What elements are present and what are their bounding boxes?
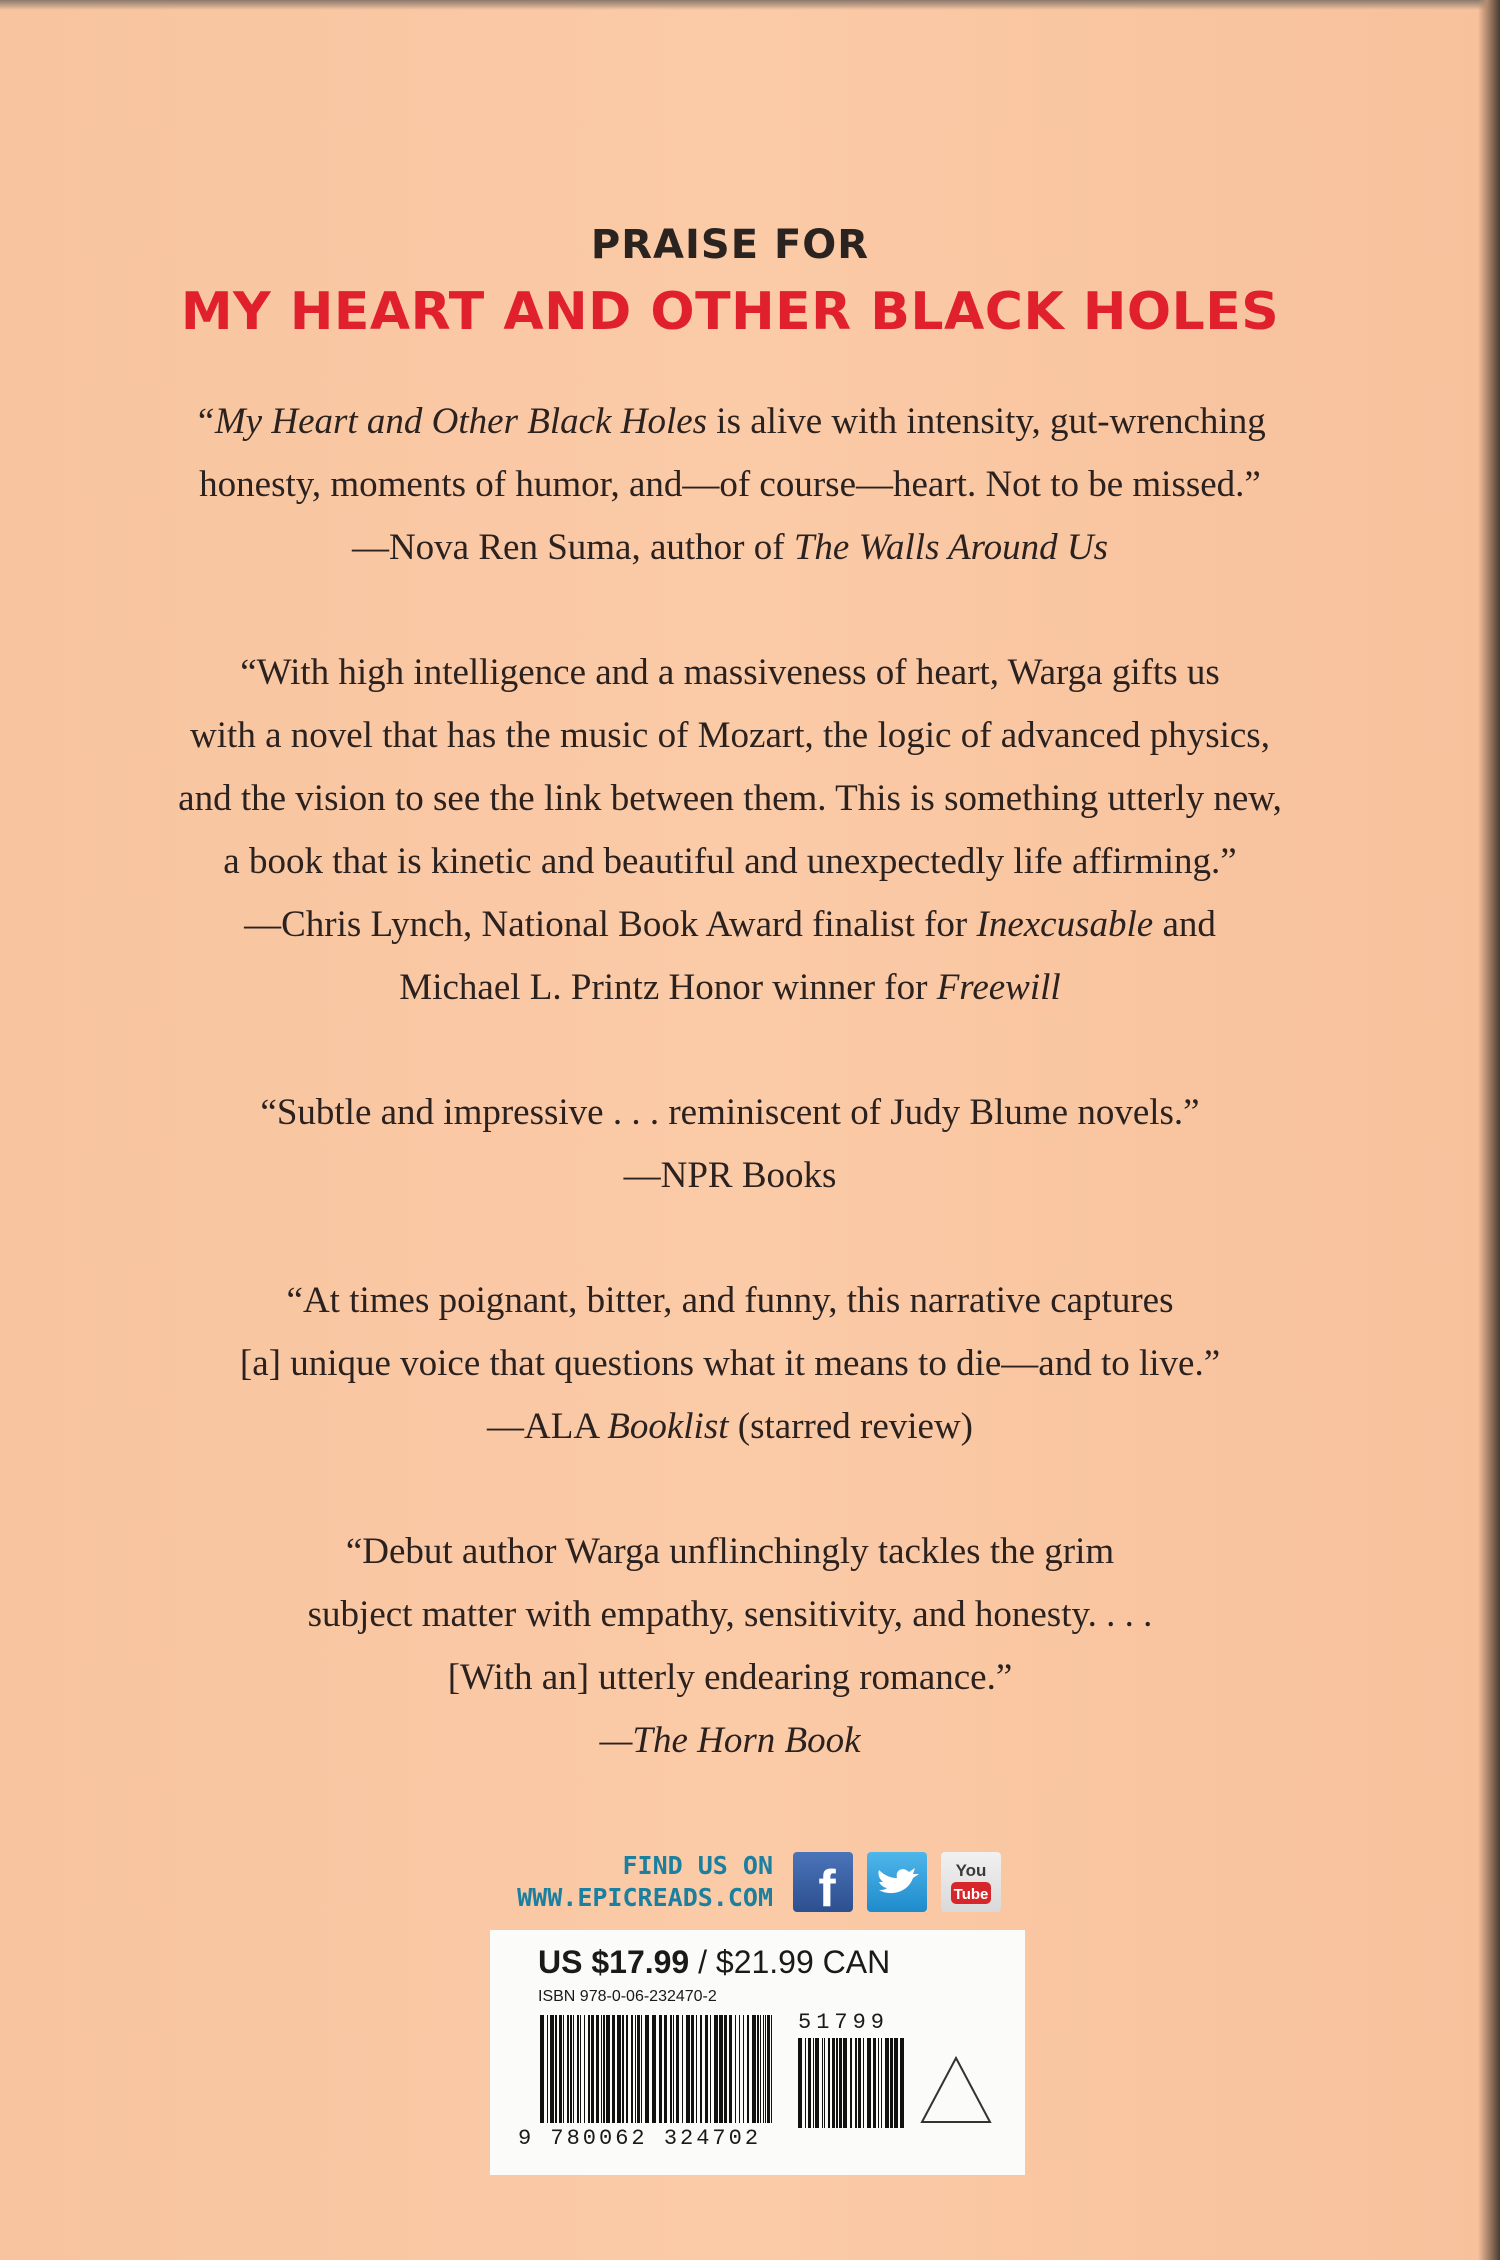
barcode-bar [836, 2038, 838, 2128]
barcode-bar [900, 2038, 904, 2128]
praise-heading: PRAISE FOR [590, 222, 870, 268]
barcode-bar [652, 2015, 656, 2123]
quote-text: “Subtle and impressive . . . reminiscent of Judy Blume novels.” [260, 1092, 1200, 1133]
barcode-bar [752, 2015, 756, 2123]
barcode-bar [798, 2038, 802, 2128]
barcode-bar [645, 2015, 649, 2123]
barcode-bar [686, 2015, 690, 2123]
quote-text: [With an] utterly endearing romance.” [447, 1657, 1013, 1698]
quote-lynch [140, 641, 1320, 1019]
barcode-bar [894, 2038, 898, 2128]
attribution-text: —ALA [487, 1406, 608, 1447]
barcode-bar [573, 2015, 574, 2123]
attribution-title: Booklist [607, 1406, 729, 1447]
barcode-bar [606, 2015, 610, 2123]
facebook-icon[interactable] [793, 1852, 853, 1912]
quote-attribution [140, 956, 1320, 1019]
barcode-bar [588, 2015, 590, 2123]
barcode-bar [885, 2038, 889, 2128]
barcode-bar [822, 2038, 823, 2128]
find-us-text: FIND US ON [622, 1851, 773, 1880]
quote-attribution [140, 516, 1320, 579]
praise-quotes [140, 390, 1320, 1834]
barcode-bar [858, 2038, 861, 2128]
quote-attribution: —The Horn Book [599, 1720, 861, 1761]
barcode-bar [617, 2015, 621, 2123]
barcode-bar [747, 2015, 749, 2123]
website-link[interactable]: WWW.EPICREADS.COM [517, 1883, 773, 1912]
barcode-bar [765, 2015, 766, 2123]
svg-text:You: You [955, 1861, 987, 1880]
barcode-bar [881, 2038, 882, 2128]
barcode-bar [724, 2015, 727, 2123]
barcode-bar [580, 2015, 581, 2123]
barcode-bar [828, 2038, 830, 2128]
barcode-bar [743, 2015, 744, 2123]
quote-text: “Debut author Warga unflinchingly tackles the grim [345, 1531, 1115, 1572]
spine-edge-shadow [1478, 0, 1500, 2260]
barcode-bar [659, 2015, 662, 2123]
barcode-bar [705, 2015, 708, 2123]
barcode-bar [563, 2015, 564, 2123]
barcode-bar [805, 2038, 806, 2128]
twitter-bird [867, 1852, 927, 1912]
svg-text:f: f [818, 1860, 836, 1912]
barcode-bar [767, 2015, 770, 2123]
barcode-bar [626, 2015, 628, 2123]
quote-line [140, 390, 1320, 453]
barcode-bar [570, 2015, 572, 2123]
svg-text:Tube: Tube [953, 1886, 989, 1903]
quote-booklist [140, 1269, 1320, 1458]
attribution-title: The Walls Around Us [793, 527, 1109, 568]
social-block [488, 1850, 989, 1914]
barcode-bar [832, 2038, 835, 2128]
barcode-bar [577, 2015, 579, 2123]
barcode-bar [559, 2015, 562, 2123]
social-icons [793, 1852, 1001, 1912]
quote-npr [140, 1081, 1320, 1207]
attribution-title: Freewill [936, 967, 1061, 1008]
quote-text: is alive with intensity, gut-wrenching [707, 401, 1266, 442]
barcode-bar [729, 2015, 732, 2123]
quote-text: “At times poignant, bitter, and funny, this narrative captures [286, 1280, 1174, 1321]
barcode-bar [815, 2038, 819, 2128]
barcode-bar [890, 2038, 893, 2128]
barcode-bar [813, 2038, 814, 2128]
barcode-bar [567, 2015, 569, 2123]
price-separator: / [689, 1944, 716, 1980]
barcode-bar [763, 2015, 764, 2123]
price-addon-digits: 51799 [798, 2010, 890, 2035]
barcode-bar [691, 2015, 694, 2123]
quote-text: [a] unique voice that questions what it means to die—and to live.” [239, 1343, 1221, 1384]
top-edge-shadow [0, 0, 1500, 10]
youtube-icon[interactable] [941, 1852, 1001, 1912]
barcode-bar [760, 2015, 761, 2123]
attribution-text: Michael L. Printz Honor winner for [399, 967, 937, 1008]
quote-suma [140, 390, 1320, 579]
barcode-bar [676, 2015, 679, 2123]
price-us: US $17.99 [538, 1944, 690, 1980]
barcode-bar [863, 2038, 864, 2128]
barcode-bar [739, 2015, 740, 2123]
twitter-icon[interactable] [867, 1852, 927, 1912]
barcode-bar [878, 2038, 879, 2128]
barcode-bar [631, 2015, 633, 2123]
barcode-bar [824, 2038, 825, 2128]
barcode-bar [584, 2015, 585, 2123]
barcode-bar [757, 2015, 759, 2123]
barcode-bar [612, 2015, 615, 2123]
quote-attribution [140, 1395, 1320, 1458]
barcode-bar [670, 2015, 672, 2123]
barcode-bar [700, 2015, 702, 2123]
attribution-text: (starred review) [728, 1406, 973, 1447]
isbn-barcode [538, 2015, 774, 2125]
barcode-bar [547, 2015, 548, 2123]
barcode-bar [771, 2015, 772, 2123]
barcode-bar [635, 2015, 636, 2123]
quote-horn-book [140, 1520, 1320, 1772]
quote-attribution: —NPR Books [623, 1155, 837, 1196]
barcode-bar [843, 2038, 847, 2128]
triangle-icon [918, 2054, 994, 2126]
find-us-label [488, 1850, 773, 1914]
barcode-bar [603, 2015, 605, 2123]
quote-attribution [140, 893, 1320, 956]
barcode-bar [601, 2015, 602, 2123]
price-addon-barcode [796, 2038, 908, 2134]
barcode-bar [719, 2015, 723, 2123]
attribution-text: and [1153, 904, 1216, 945]
barcode-bar [591, 2015, 594, 2123]
barcode-bar [555, 2015, 557, 2123]
quote-text: a book that is kinetic and beautiful and unexpectedly life affirming.” [223, 841, 1237, 882]
barcode-digits: 9 780062 324702 [518, 2126, 762, 2151]
quote-text: “My Heart and Other Black Holes [194, 401, 708, 442]
barcode-bar [622, 2015, 624, 2123]
quote-text: with a novel that has the music of Mozart, the logic of advanced physics, [190, 715, 1270, 756]
barcode-bar [696, 2015, 697, 2123]
attribution-text: —Chris Lynch, National Book Award finalist for [244, 904, 977, 945]
barcode-bar [641, 2015, 642, 2123]
barcode-bar [714, 2015, 718, 2123]
barcode-bar [808, 2038, 811, 2128]
barcode-bar [735, 2015, 736, 2123]
barcode-bar [664, 2015, 667, 2123]
quote-text: honesty, moments of humor, and—of course—heart. Not to be missed.” [199, 464, 1261, 505]
book-title: MY HEART AND OTHER BLACK HOLES [180, 282, 1280, 342]
facebook-glyph [793, 1852, 853, 1912]
youtube-glyph [941, 1852, 1001, 1912]
quote-text: “With high intelligence and a massiveness of heart, Warga gifts us [240, 652, 1220, 693]
barcode-bar [637, 2015, 640, 2123]
barcode-bar [873, 2038, 876, 2128]
barcode-bar [839, 2038, 842, 2128]
barcode-bar [540, 2015, 544, 2123]
price-can: $21.99 CAN [715, 1944, 891, 1980]
price-line [538, 1944, 890, 1981]
quote-text: subject matter with empathy, sensitivity, and honesty. . . . [307, 1594, 1153, 1635]
attribution-text: —Nova Ren Suma, author of [351, 527, 794, 568]
quote-text: and the vision to see the link between them. This is something utterly new, [178, 778, 1282, 819]
barcode-bar [673, 2015, 674, 2123]
attribution-title: Inexcusable [976, 904, 1154, 945]
price-barcode-box [490, 1930, 1025, 2175]
barcode-bar [850, 2038, 852, 2128]
barcode-bar [550, 2015, 554, 2123]
isbn-number: ISBN 978-0-06-232470-2 [538, 1988, 717, 2005]
barcode-bar [710, 2015, 711, 2123]
barcode-bar [682, 2015, 683, 2123]
barcode-bar [867, 2038, 871, 2128]
barcode-bar [855, 2038, 857, 2128]
barcode-bar [596, 2015, 599, 2123]
